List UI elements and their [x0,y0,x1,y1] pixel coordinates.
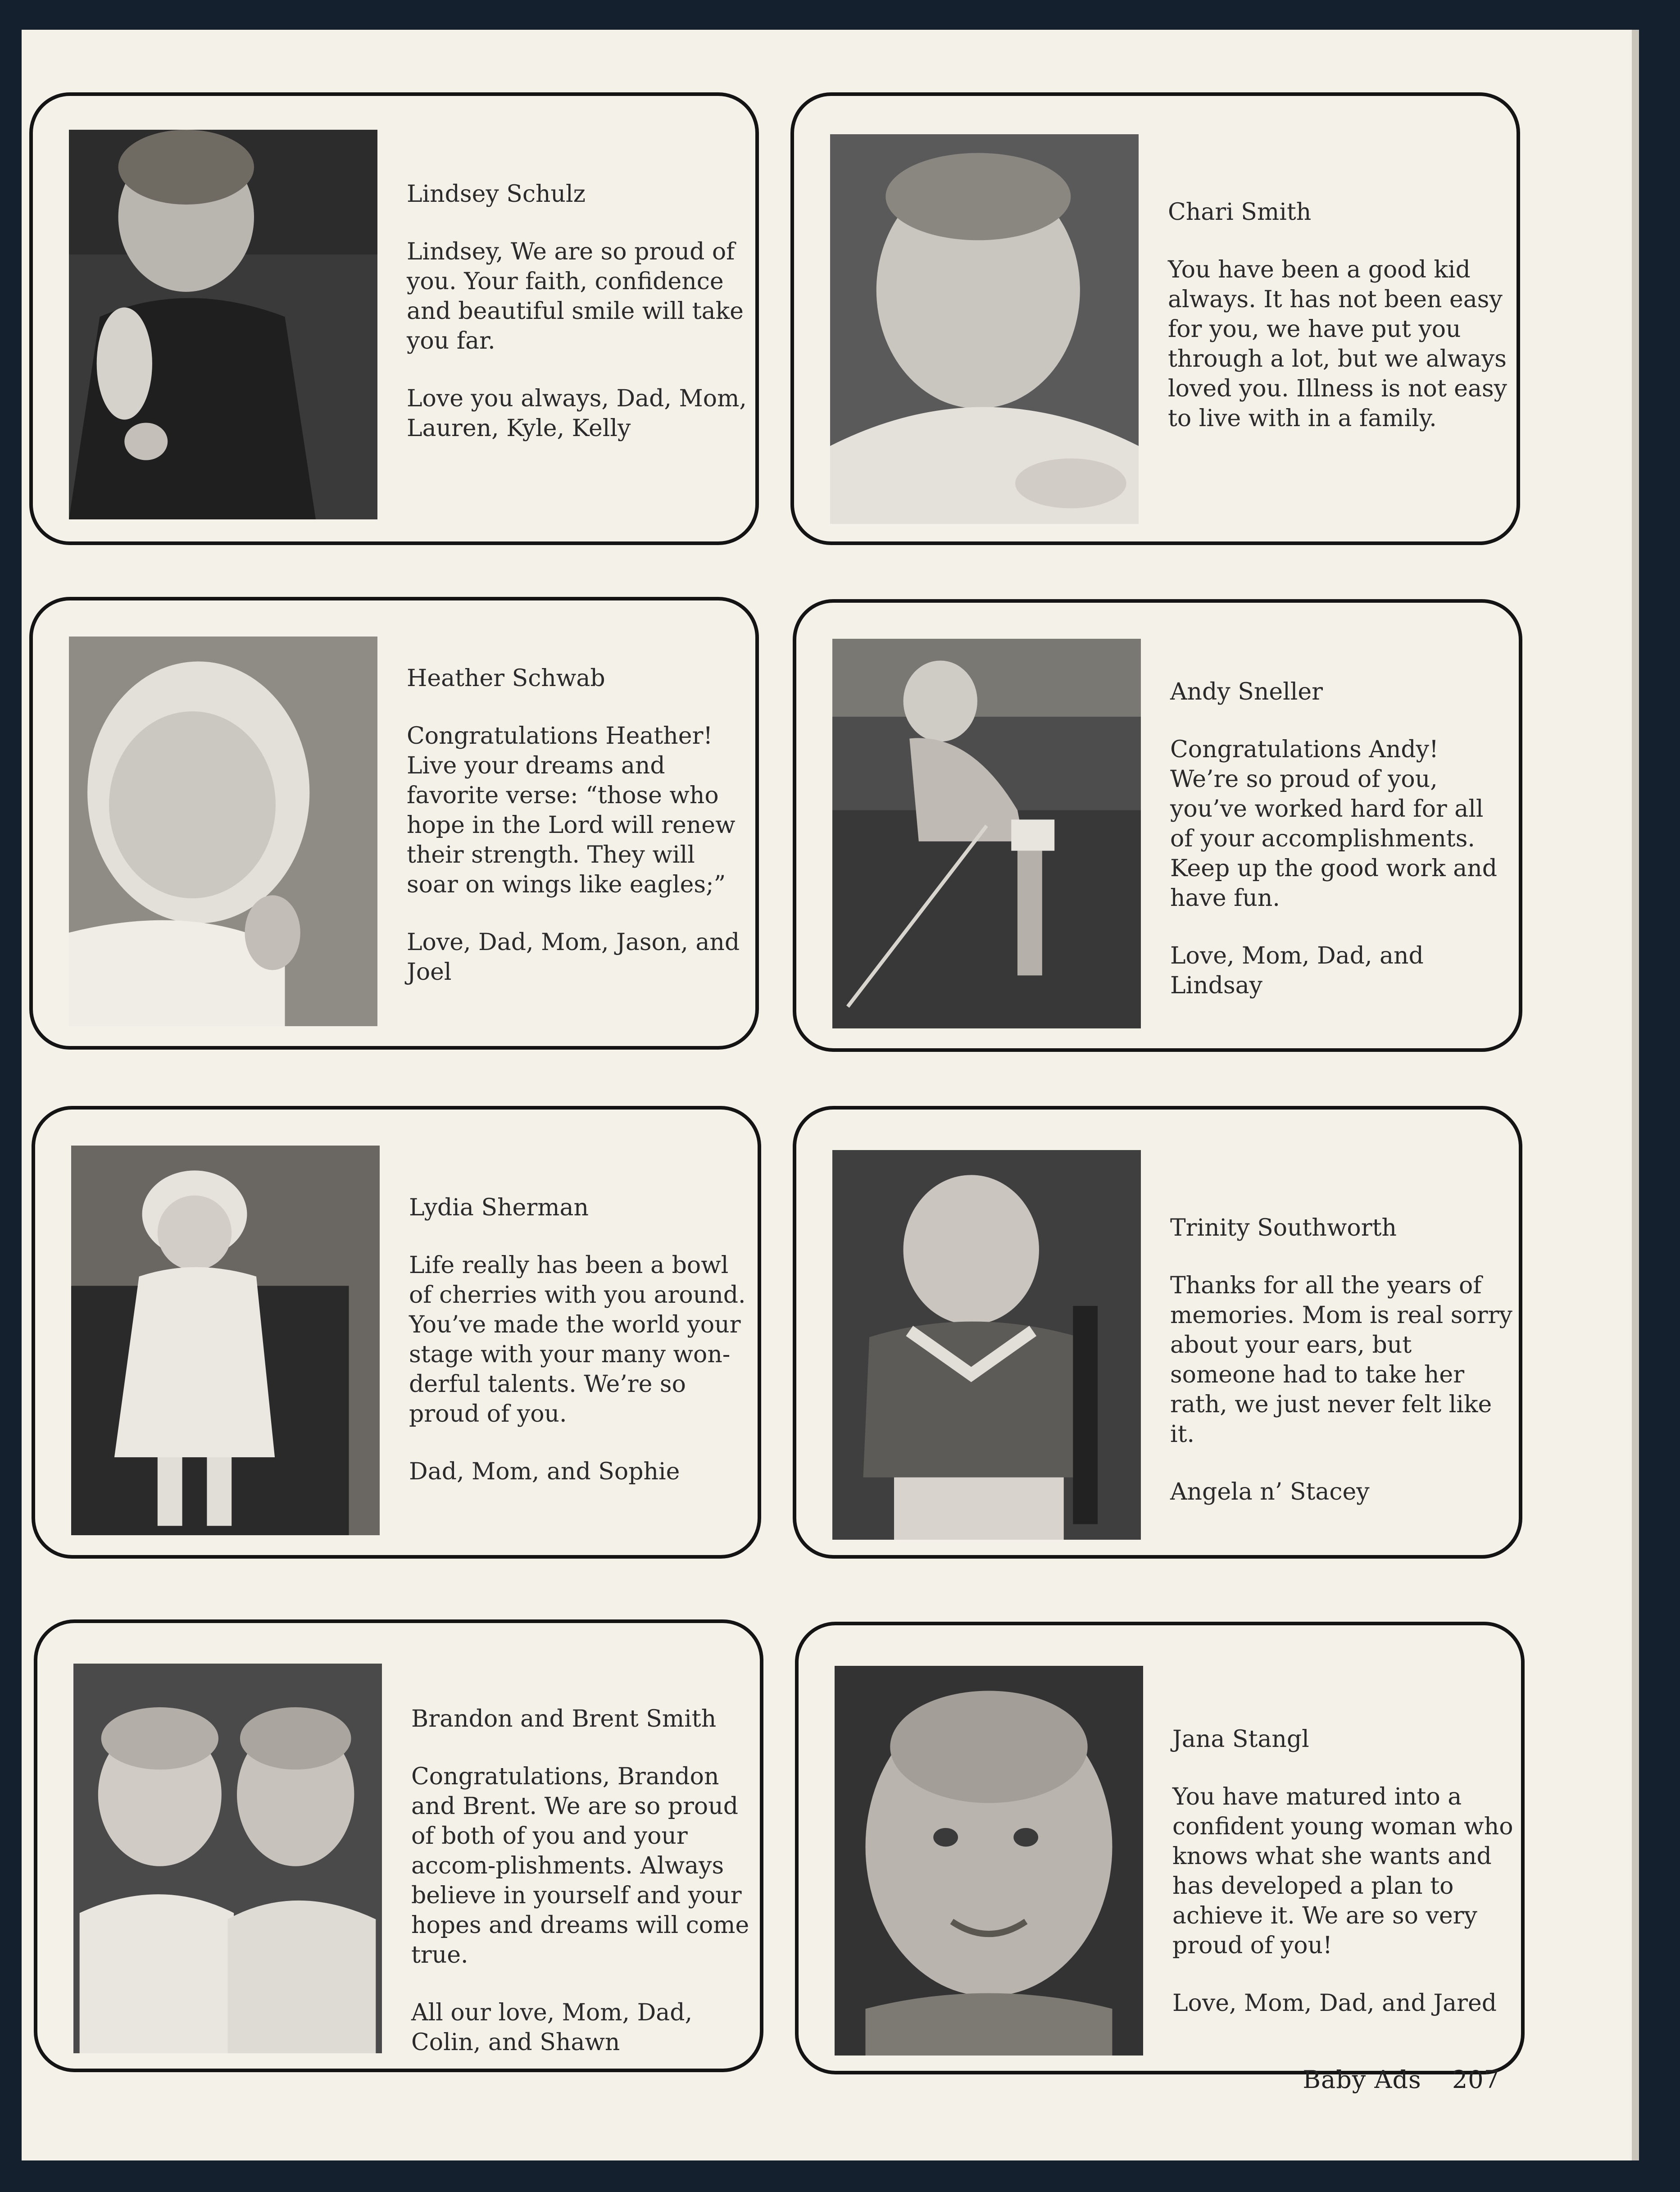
baby-ad-card-heather-schwab [29,597,759,1050]
baby-ad-card-brandon-brent-smith [34,1619,763,2072]
baby-ad-card-lydia-sherman [32,1106,761,1559]
ad-message: Congratulations Heather! Live your dreams and favorite verse: “those who hope in the Lord will renew their strength. They will soar on wings like eagles;” [407,723,736,898]
ad-signature: Dad, Mom, and Sophie [409,1458,680,1485]
child-name: Andy Sneller [1170,678,1323,705]
child-name: Lydia Sherman [409,1194,589,1221]
ad-signature: Love, Mom, Dad, and Lindsay [1170,942,1424,999]
ad-message: Congratulations, Brandon and Brent. We are so proud of both of you and your accom-plishments. Always believe in yourself and your hopes and dreams will come true. [411,1763,749,1969]
baby-photo [71,1146,380,1535]
baby-photo [832,1150,1141,1540]
ad-text [411,1704,754,2057]
ad-text [1170,1213,1512,1507]
baby-ad-card-chari-smith [790,92,1520,545]
ad-message: You have been a good kid always. It has not been easy for you, we have put you through a lot, but we always loved you. Illness is not easy to live with in a family. [1168,256,1507,432]
ad-signature: Love you always, Dad, Mom, Lauren, Kyle, Kelly [407,385,747,442]
ad-signature: Angela n’ Stacey [1170,1478,1370,1505]
child-name: Jana Stangl [1172,1726,1309,1753]
ad-signature: All our love, Mom, Dad, Colin, and Shawn [411,1999,693,2056]
page-footer [1303,2065,1500,2094]
child-name: Brandon and Brent Smith [411,1705,717,1733]
ad-text [1168,197,1510,461]
page-number: 207 [1452,2065,1500,2094]
ad-text [1170,677,1512,1000]
ad-message: Life really has been a bowl of cherries with you around. You’ve made the world your stage with your many won-derful talents. We’re so proud of you. [409,1252,746,1428]
baby-ad-card-jana-stangl [795,1622,1525,2074]
baby-ad-card-trinity-southworth [793,1106,1522,1559]
ad-signature: Love, Mom, Dad, and Jared [1172,1990,1497,2017]
ad-message: You have matured into a confident young woman who knows what she wants and has developed a plan to achieve it. We are so very proud of you! [1172,1783,1513,1959]
baby-ad-card-lindsey-schulz [29,92,759,545]
child-name: Trinity Southworth [1170,1214,1397,1242]
ad-signature: Love, Dad, Mom, Jason, and Joel [407,929,740,986]
section-title: Baby Ads [1303,2065,1421,2094]
ad-text [409,1193,751,1487]
ad-text [1172,1724,1515,2018]
baby-photo [69,130,377,519]
ad-message: Thanks for all the years of memories. Mom is real sorry about your ears, but someone had to take her rath, we just never felt like it. [1170,1272,1512,1448]
baby-ad-card-andy-sneller [793,599,1522,1052]
child-name: Lindsey Schulz [407,181,586,208]
ad-text [407,179,749,443]
child-name: Heather Schwab [407,665,605,692]
baby-photo [69,637,377,1026]
ad-text [407,664,749,987]
baby-photo [832,639,1141,1028]
baby-photo [830,134,1139,524]
child-name: Chari Smith [1168,199,1312,226]
baby-photo [73,1664,382,2053]
baby-photo [835,1666,1143,2056]
page-edge [1632,30,1639,2160]
ad-message: Congratulations Andy! We’re so proud of you, you’ve worked hard for all of your accomplishments. Keep up the good work and have fun. [1170,736,1498,912]
ad-message: Lindsey, We are so proud of you. Your faith, confidence and beautiful smile will take you far. [407,238,744,355]
